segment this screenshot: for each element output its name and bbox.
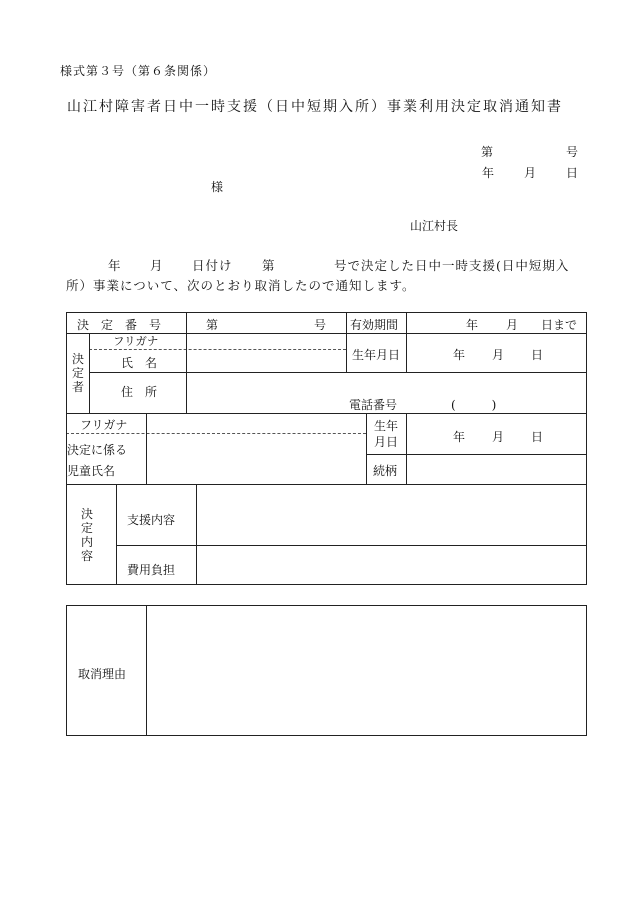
table-line [66,584,587,585]
dashed-line [89,349,346,350]
table-line [146,413,147,484]
body-year: 年 [108,258,122,273]
decision-person-label: 決定者 [71,352,84,394]
birth-date-label: 生年月日 [352,348,401,362]
table-line [146,605,147,736]
child-birth-month: 月 [492,430,505,444]
dashed-line [66,433,366,434]
cancellation-reason-label: 取消理由 [78,667,127,681]
name-label: 氏 名 [121,356,158,370]
table-line [89,372,587,373]
doc-number-suffix: 号 [566,145,579,159]
table-line [406,312,407,373]
body-month: 月 [150,258,164,273]
decision-content-label: 決定内容 [80,507,93,563]
child-label-line1: 決定に係る [67,443,128,457]
table-line [66,605,67,736]
table-line [186,312,187,413]
decision-number-label: 決 定 番 号 [77,318,162,332]
child-birth-year: 年 [453,430,466,444]
body-line2: 所）事業について、次のとおり取消したので通知します。 [66,278,416,293]
table-line [66,735,587,736]
birth-year: 年 [453,348,466,362]
table-line [586,605,587,736]
addressee-suffix: 様 [211,180,224,194]
decision-number-prefix: 第 [206,318,219,332]
table-line [66,312,587,313]
form-reference: 様式第３号（第６条関係） [60,64,217,78]
table-line [66,605,587,606]
issue-date-day: 日 [566,166,579,180]
relationship-label: 続柄 [373,464,398,478]
table-line [116,545,587,546]
issue-date-month: 月 [524,166,537,180]
valid-month: 月 [506,318,519,332]
decision-number-suffix: 号 [314,318,327,332]
furigana-label: フリガナ [113,334,159,348]
body-number-prefix: 第 [262,258,276,273]
table-line [116,484,117,584]
valid-until: 日まで [541,318,578,332]
table-line [586,312,587,584]
birth-day: 日 [531,348,544,362]
child-birth-date-label: 生年月日 [373,419,398,449]
phone-label: 電話番号 [349,398,398,412]
cost-burden-label: 費用負担 [127,563,176,577]
birth-month: 月 [492,348,505,362]
phone-parentheses: ( ) [451,398,497,412]
document-title: 山江村障害者日中一時支援（日中短期入所）事業利用決定取消通知書 [67,99,563,115]
child-label-line2: 児童氏名 [67,464,116,478]
issue-date-year: 年 [482,166,495,180]
table-line [366,413,367,484]
issuer-name: 山江村長 [410,219,459,233]
table-line [346,312,347,373]
table-line [406,413,407,484]
valid-period-label: 有効期間 [350,318,399,332]
table-line [66,413,587,414]
table-line [196,484,197,584]
child-furigana-label: フリガナ [80,418,128,432]
valid-year: 年 [466,318,479,332]
doc-number-prefix: 第 [481,145,494,159]
child-birth-day: 日 [531,430,544,444]
body-line1-rest: 号で決定した日中一時支援(日中短期入 [334,258,570,273]
body-day-dated: 日付け [192,258,233,273]
table-line [89,333,90,413]
support-content-label: 支援内容 [127,513,176,527]
table-line [366,454,587,455]
address-label: 住 所 [121,385,158,399]
table-line [66,484,587,485]
